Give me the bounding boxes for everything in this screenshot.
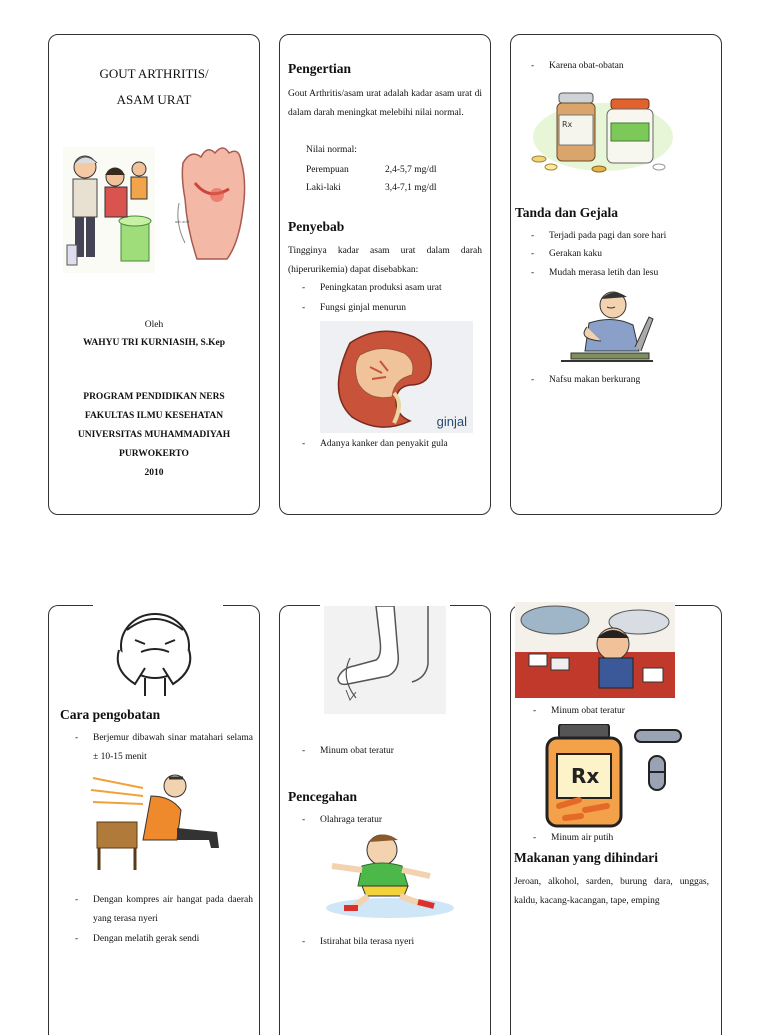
normal-female-value: 2,4-5,7 mg/dl: [385, 165, 437, 175]
definition-heading: Pengertian: [288, 61, 351, 76]
list-item: - Karena obat-obatan: [531, 61, 624, 71]
city-line: PURWOKERTO: [119, 449, 189, 459]
elderly-illustration: [63, 147, 155, 273]
foods-text: Jeroan, alkohol, sarden, burung dara, unggas, kaldu, kacang-kacangan, tape, emping: [514, 877, 709, 906]
foods-heading: Makanan yang dihindari: [514, 850, 659, 865]
tired-person-illustration: [551, 287, 663, 369]
normal-male-value: 3,4-7,1 mg/dl: [385, 183, 437, 193]
medicine-bottles-illustration: [529, 87, 677, 175]
prevention-heading: Pencegahan: [288, 789, 357, 804]
list-item: - Berjemur dibawah sinar matahari selama ± 10-15 menit: [75, 733, 253, 762]
normal-male-label: Laki-laki: [306, 183, 341, 193]
definition-panel: [279, 34, 491, 515]
treatment-panel: [48, 605, 260, 1035]
kidney-illustration: [320, 321, 473, 433]
foods-panel: [510, 605, 722, 1035]
foot-diagram-illustration: [324, 606, 446, 714]
prevention-panel: [279, 605, 491, 1035]
list-item: - Adanya kanker dan penyakit gula: [302, 439, 448, 449]
list-item: - Minum obat teratur: [533, 706, 625, 716]
list-item: - Gerakan kaku: [531, 249, 603, 259]
rx-label: Rx: [571, 764, 600, 788]
svg-text:Rx: Rx: [562, 120, 573, 129]
program-line: PROGRAM PENDIDIKAN NERS: [83, 392, 225, 402]
university-line: UNIVERSITAS MUHAMMADIYAH: [77, 430, 231, 440]
list-item: - Dengan kompres air hangat pada daerah yang terasa nyeri: [75, 895, 253, 924]
kidney-label: ginjal: [436, 414, 467, 429]
list-item: - Fungsi ginjal menurun: [302, 303, 407, 313]
causes-intro: Tingginya kadar asam urat dalam darah (hiperurikemia) dapat disebabkan:: [288, 246, 482, 275]
list-item: - Nafsu makan berkurang: [531, 375, 641, 385]
normal-female-label: Perempuan: [306, 165, 349, 175]
list-item: - Minum air putih: [533, 833, 614, 843]
cover-title: [49, 61, 259, 113]
treatment-heading: Cara pengobatan: [60, 707, 161, 722]
cover-title-line1: GOUT ARTHRITIS/: [99, 66, 209, 81]
list-item: - Dengan melatih gerak sendi: [75, 934, 200, 944]
author-by-label: Oleh: [144, 320, 164, 330]
cover-title-line2: ASAM URAT: [116, 92, 192, 107]
running-person-illustration: [318, 830, 462, 922]
list-item: - Minum obat teratur: [302, 746, 394, 756]
list-item: - Terjadi pada pagi dan sore hari: [531, 231, 667, 241]
list-item: - Olahraga teratur: [302, 815, 382, 825]
year-line: 2010: [144, 468, 164, 478]
institution-block: [49, 388, 259, 483]
list-item: - Peningkatan produksi asam urat: [302, 283, 442, 293]
symptoms-panel: [510, 34, 722, 515]
pain-face-illustration: [105, 606, 203, 698]
faculty-line: FAKULTAS ILMU KESEHATAN: [84, 411, 224, 421]
causes-heading: Penyebab: [288, 219, 345, 234]
rx-bottle-illustration: [545, 724, 691, 830]
cartoon-illustration: [515, 602, 675, 698]
cover-panel: [48, 34, 260, 515]
definition-text: Gout Arthritis/asam urat adalah kadar asam urat di dalam darah meningkat melebihi nilai normal.: [288, 89, 482, 118]
list-item: - Mudah merasa letih dan lesu: [531, 268, 659, 278]
symptoms-heading: Tanda dan Gejala: [515, 205, 619, 220]
svg-text:uric acid: uric acid: [175, 219, 189, 224]
list-item: - Istirahat bila terasa nyeri: [302, 937, 415, 947]
sunbathing-illustration: [89, 768, 229, 872]
normal-value-label: Nilai normal:: [306, 145, 357, 155]
author-name: WAHYU TRI KURNIASIH, S.Kep: [82, 338, 226, 348]
gout-foot-illustration: [173, 143, 251, 261]
